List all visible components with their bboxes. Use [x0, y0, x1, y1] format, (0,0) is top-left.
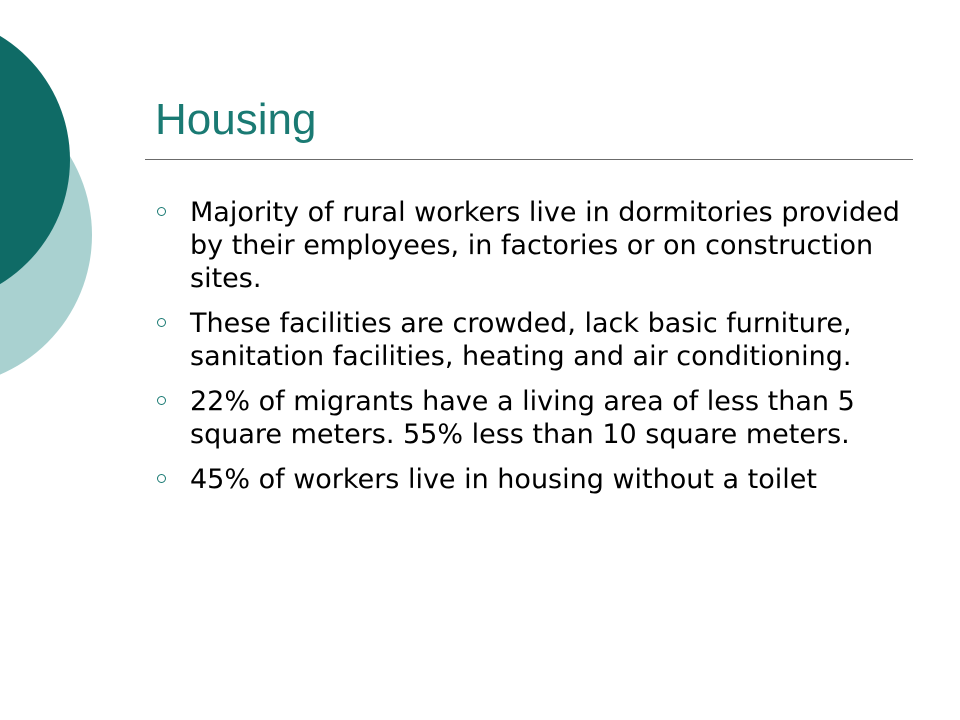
- title-divider: [145, 159, 913, 160]
- hollow-circle-icon: [157, 318, 166, 327]
- bullet-item: [157, 463, 917, 496]
- bullet-text: Majority of rural workers live in dormitories provided by their employees, in factories or on construction sites.: [190, 197, 900, 294]
- hollow-circle-icon: [157, 474, 166, 483]
- bullet-item: [157, 196, 917, 295]
- bullet-item: [157, 385, 917, 451]
- bullet-list: [157, 196, 917, 508]
- decorative-circles: [0, 0, 100, 380]
- bullet-text: These facilities are crowded, lack basic furniture, sanitation facilities, heating and air conditioning.: [190, 308, 852, 372]
- slide-title: Housing: [155, 95, 317, 144]
- bullet-text: 22% of migrants have a living area of less than 5 square meters. 55% less than 10 square meters.: [190, 386, 855, 450]
- hollow-circle-icon: [157, 396, 166, 405]
- bullet-item: [157, 307, 917, 373]
- hollow-circle-icon: [157, 207, 166, 216]
- bullet-text: 45% of workers live in housing without a toilet: [190, 464, 817, 495]
